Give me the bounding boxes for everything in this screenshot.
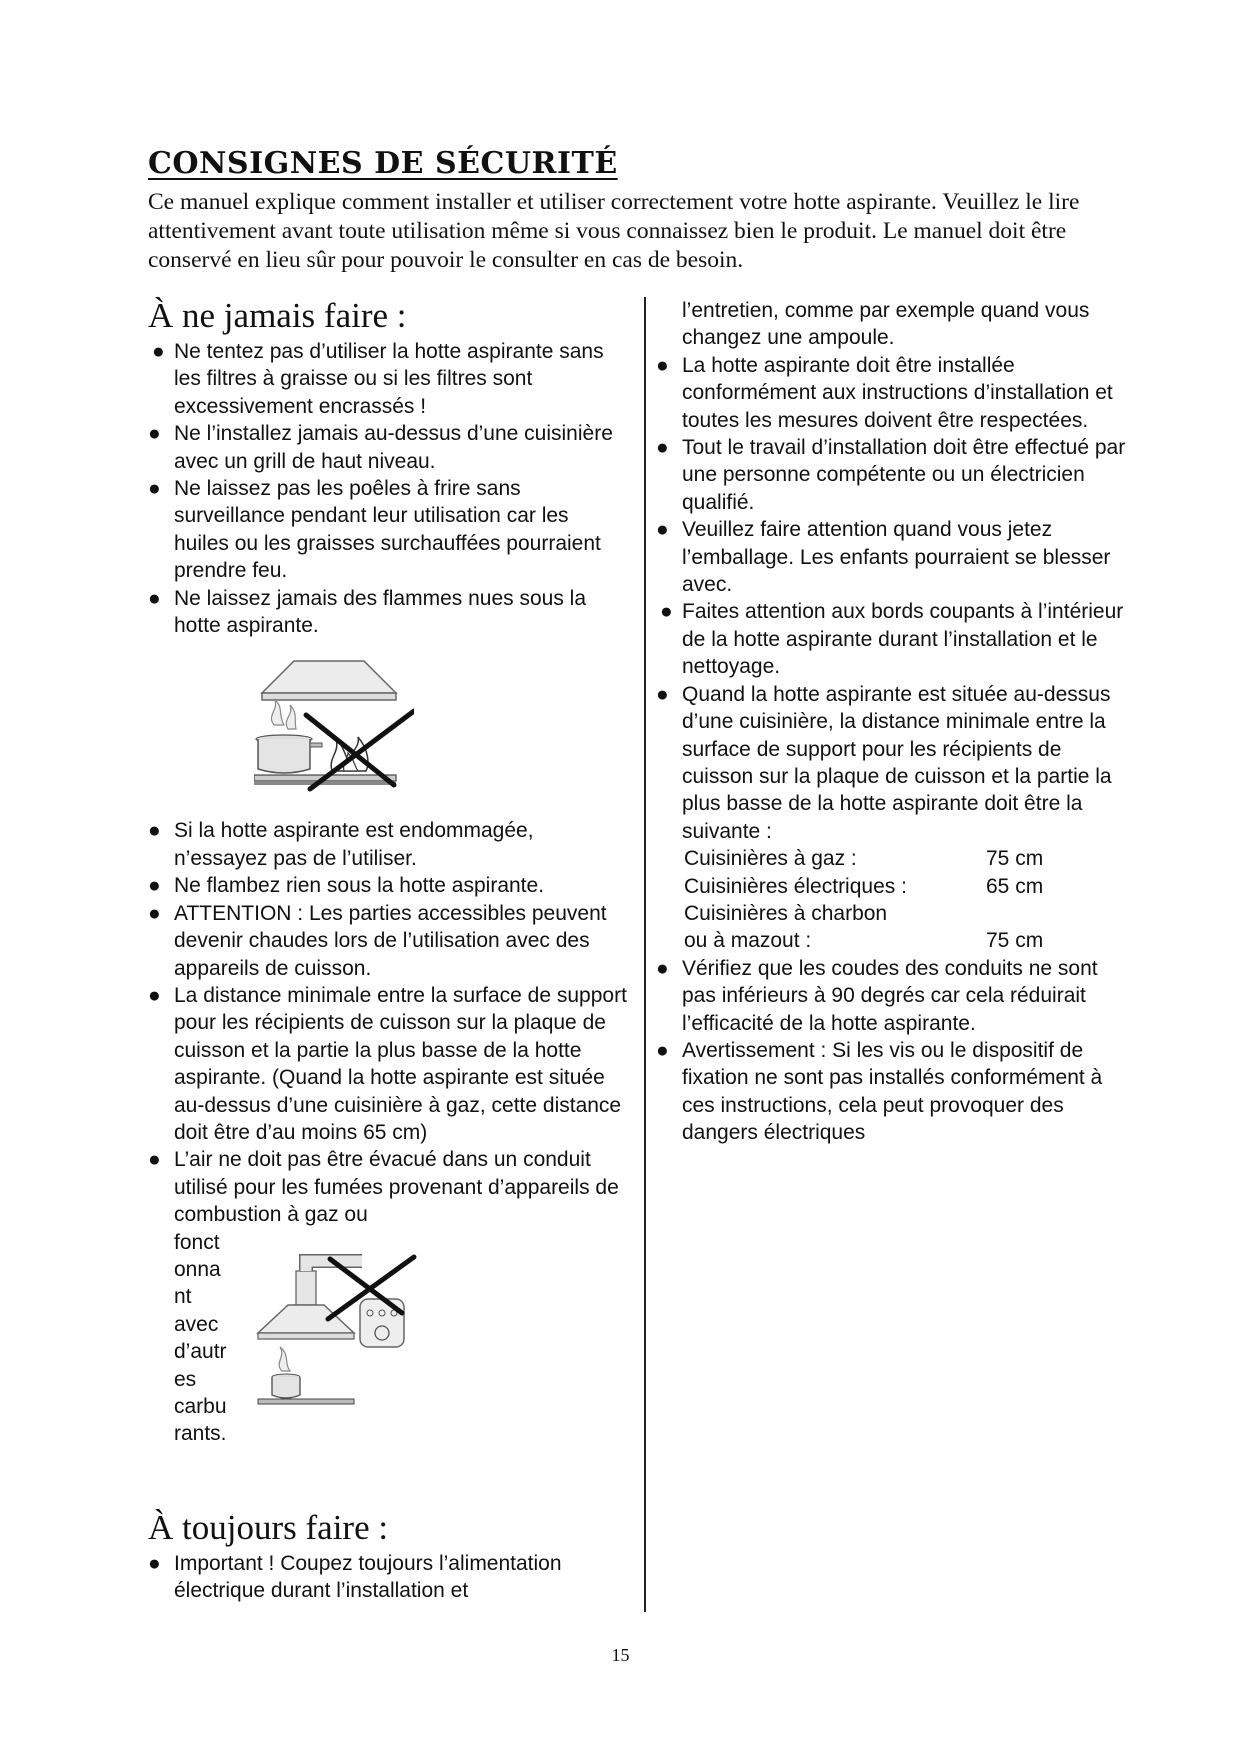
- list-item: ● La hotte aspirante doit être installée conformément aux instructions d’installation et toutes les mesures doivent être respectées.: [656, 353, 1113, 432]
- list-item: ● Ne tentez pas d’utiliser la hotte aspirante sans les filtres à graisse ou si les filtres sont excessivement encrassés !: [152, 340, 604, 418]
- list-item: ● Si la hotte aspirante est endommagée, n’essayez pas de l’utiliser.: [148, 819, 534, 870]
- intro-paragraph: Ce manuel explique comment installer et utiliser correctement votre hotte aspirante. Veuillez le lire attentivement avant toute utilisation même si vous connaissez bien le produit. Le manuel doit être conservé en lieu sûr pour pouvoir le consulter en cas de besoin.: [148, 189, 1080, 273]
- never-list-1: [148, 338, 628, 639]
- narrow-fragments: [148, 1229, 227, 1448]
- text-fragment: d’autr: [174, 1340, 227, 1364]
- list-item: ● Quand la hotte aspirante est située au-dessus d’une cuisinière, la distance minimale entre la surface de support pour les récipients de cuisson sur la plaque de cuisson et la partie la plus basse de la hotte aspirante doit être la suivante :: [656, 682, 1112, 843]
- always-heading: À toujours faire :: [148, 1507, 389, 1547]
- list-item: ● Tout le travail d’installation doit être effectué par une personne compétente ou un électricien qualifié.: [656, 436, 1126, 514]
- text-fragment: rants.: [174, 1422, 227, 1446]
- page-number: 15: [611, 1645, 630, 1665]
- list-item: ● Ne l’installez jamais au-dessus d’une cuisinière avec un grill de haut niveau.: [148, 422, 613, 473]
- list-item: ● Ne flambez rien sous la hotte aspirante.: [148, 874, 545, 898]
- list-item: ● Avertissement : Si les vis ou le dispositif de fixation ne sont pas installés conformément à ces instructions, cela peut provoquer des dangers électriques: [656, 1038, 1103, 1145]
- page-title: CONSIGNES DE SÉCURITÉ: [148, 146, 618, 181]
- text-fragment: onna: [174, 1257, 221, 1281]
- list-item: ● Faites attention aux bords coupants à l’intérieur de la hotte aspirante durant l’installation et le nettoyage.: [660, 600, 1124, 679]
- list-item: ● Important ! Coupez toujours l’alimentation électrique durant l’installation et: [148, 1551, 562, 1603]
- distance-row: Cuisinières à charbon: [684, 901, 888, 925]
- right-column: [656, 297, 1126, 1147]
- never-list-2: [148, 817, 628, 1228]
- always-list-right-2: [656, 955, 1126, 1147]
- distance-table: [656, 845, 1126, 955]
- distance-row: Cuisinières électriques : 65 cm: [684, 874, 1044, 898]
- text-fragment: avec: [174, 1312, 219, 1336]
- column-divider: [644, 297, 646, 1612]
- list-item-continued: l’entretien, comme par exemple quand vous changez une ampoule.: [682, 299, 1090, 350]
- narrow-text-with-figure: [148, 1229, 628, 1448]
- left-column: [148, 296, 628, 1605]
- distance-row: Cuisinières à gaz : 75 cm: [684, 847, 1044, 871]
- list-item: ● Ne laissez jamais des flammes nues sous la hotte aspirante.: [148, 586, 587, 638]
- text-fragment: nt: [174, 1285, 192, 1309]
- always-list-left: [148, 1550, 628, 1605]
- list-item: ● La distance minimale entre la surface de support pour les récipients de cuisson sur la plaque de cuisson et la partie la plus basse de la hotte aspirante. (Quand la hotte aspirante est située au-dessus d’une cuisinière à gaz, cette distance doit être d’au moins 65 cm): [148, 983, 627, 1144]
- distance-row: ou à mazout : 75 cm: [684, 929, 1044, 953]
- hood-flame-prohibited-illustration: [254, 653, 414, 803]
- text-fragment: es: [174, 1367, 197, 1391]
- text-fragment: fonct: [174, 1230, 220, 1254]
- list-item: ● Veuillez faire attention quand vous jetez l’emballage. Les enfants pourraient se blesser avec.: [656, 518, 1111, 597]
- duct-boiler-prohibited-illustration: [252, 1253, 422, 1423]
- list-item: ● Vérifiez que les coudes des conduits ne sont pas inférieurs à 90 degrés car cela réduirait l’efficacité de la hotte aspirante.: [656, 956, 1098, 1035]
- always-list-right: [656, 297, 1126, 845]
- never-heading: À ne jamais faire :: [148, 296, 407, 335]
- list-item: ● L’air ne doit pas être évacué dans un conduit utilisé pour les fumées provenant d’appareils de combustion à gaz ou: [148, 1148, 619, 1227]
- list-item: ● Ne laissez pas les poêles à frire sans surveillance pendant leur utilisation car les huiles ou les graisses surchauffées pourraient prendre feu.: [148, 477, 601, 583]
- list-item: ● ATTENTION : Les parties accessibles peuvent devenir chaudes lors de l’utilisation avec des appareils de cuisson.: [148, 901, 607, 980]
- text-fragment: carbu: [174, 1395, 227, 1418]
